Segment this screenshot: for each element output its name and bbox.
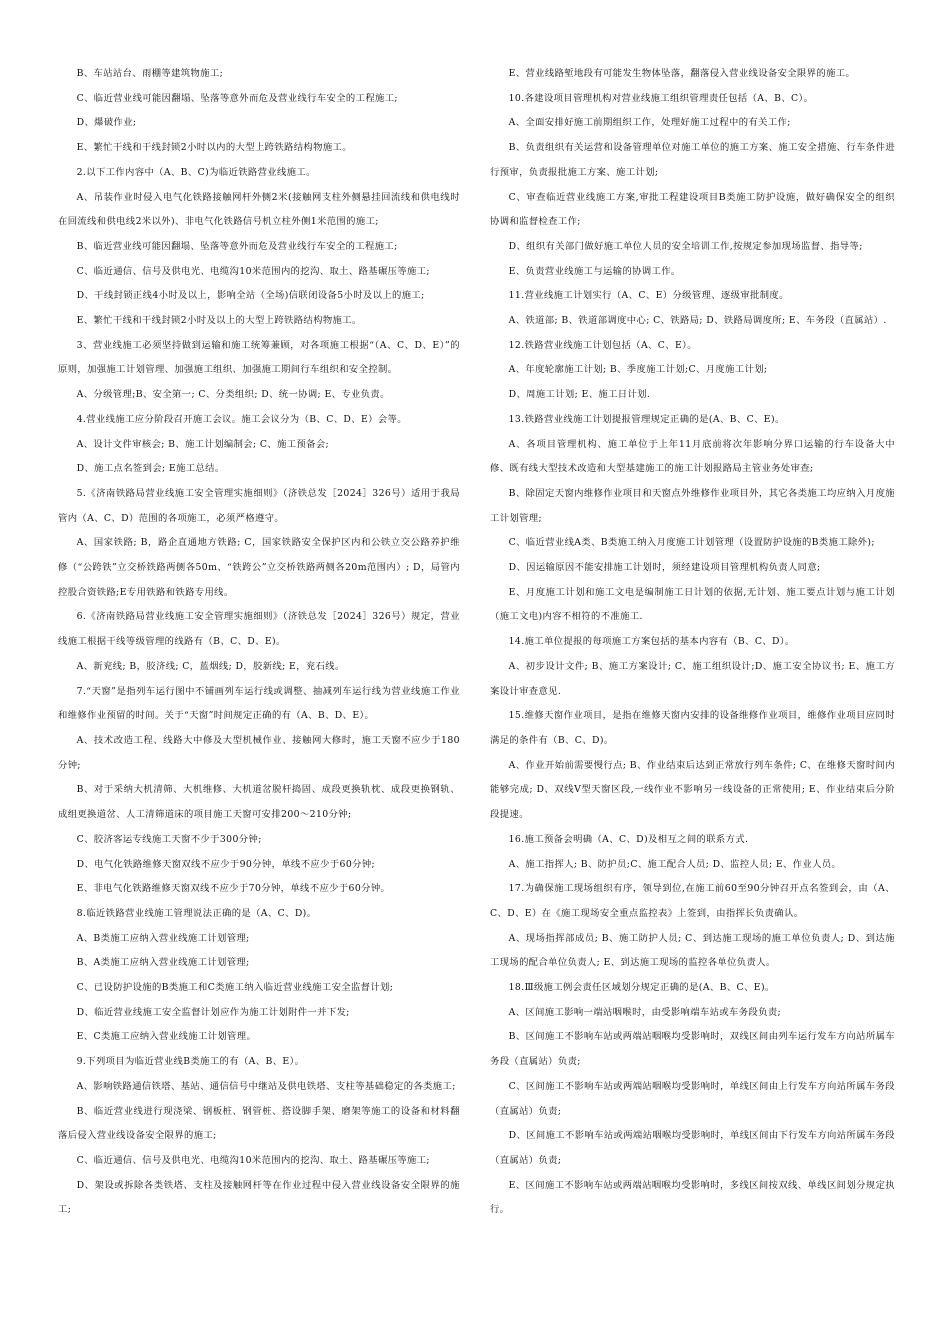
paragraph: 10.各建设项目管理机构对营业线施工组织管理责任包括（A、B、C）。	[508, 92, 814, 104]
paragraph: C、临近通信、信号及供电光、电缆沟10米范围内的挖沟、取土、路基碾压等施工;	[76, 265, 430, 277]
paragraph: A、新兖线; B，胶济线; C，蓝烟线; D，胶新线; E，兖石线。	[76, 660, 345, 672]
paragraph: 8.临近铁路营业线施工管理说法正确的是（A、C、D)。	[76, 907, 317, 919]
paragraph: 14.施工单位提报的每项施工方案包括的基本内容有（B、C、D）。	[508, 636, 795, 648]
paragraph: D、施工点名签到会; E施工总结。	[76, 463, 225, 475]
paragraph: B、临近营业线可能因翻塌、坠落等意外而危及营业线行车安全的工程施工;	[76, 240, 398, 252]
paragraph: E、繁忙干线和干线封锁2小时以内的大型上跨铁路结构物施工。	[76, 142, 352, 154]
paragraph: 3、营业线施工必须坚持做到运输和施工统筹兼顾，对各项施工根据“（A、C、D、E）”的原则，加强施工计划管理、加强施工组织、加强施工期间行车组织和安全控制。	[58, 339, 460, 376]
paragraph: E、非电气化铁路维修天窗双线不应少于70分钟，单线不应少于60分钟。	[76, 883, 391, 895]
paragraph: 15.维修天窗作业项目，是指在维修天窗内安排的设备维修作业项目，维修作业项目应同时满足的条件有（B、C、D)。	[490, 710, 895, 746]
paragraph: B、临近营业线进行现浇梁、钢板桩、钢管桩、搭设脚手架、磨架等施工的设备和材料翻落后侵入营业线设备安全限界的施工;	[58, 1105, 460, 1142]
paragraph: A、施工指挥人; B、防护员;C、施工配合人员; D、监控人员; E、作业人员。	[508, 858, 842, 870]
paragraph: D、电气化铁路维修天窗双线不应少于90分钟，单线不应少于60分钟;	[76, 858, 376, 870]
paragraph: B、除固定天窗内维修作业项目和天窗点外维修作业项目外，其它各类施工均应纳入月度施工计划管理;	[490, 487, 895, 524]
paragraph: A、区间施工影响一端站咽喉时，由受影响端车站或车务段负责;	[508, 1006, 782, 1018]
paragraph: A、各项目管理机构、施工单位于上年11月底前将次年影响分界口运输的行车设备大中修、既有线大型技术改造和大型基建施工的施工计划报路局主管业务处审查;	[490, 438, 895, 475]
paragraph: B、区间施工不影响车站或两端站咽喉均受影响时，双线区间由列车运行发车方向站所属车务段（直属站）负责;	[490, 1031, 895, 1068]
paragraph: 11.营业线施工计划实行（A、C、E）分级管理、逐级审批制度。	[508, 290, 789, 302]
paragraph: A、铁道部; B、铁道部调度中心; C、铁路局; D、铁路局调度所; E、车务段（直属站）.	[508, 315, 887, 327]
paragraph: C、临近营业线可能因翻塌、坠落等意外而危及营业线行车安全的工程施工;	[76, 92, 398, 104]
paragraph: B、负责组织有关运营和设备管理单位对施工单位的施工方案、施工安全措施、行车条件进行预审，负责报批施工方案、施工计划;	[490, 142, 895, 178]
paragraph: A、吊装作业时侵入电气化铁路接触网杆外侧2米(接触网支柱外侧悬挂回流线和供电线时在回流线和供电线2米以外)、非电气化铁路信号机立柱外侧1米范围的施工;	[58, 191, 460, 228]
right-column	[490, 62, 895, 1223]
paragraph: 2.以下工作内容中（A、B、C)为临近铁路营业线施工。	[76, 166, 316, 178]
paragraph: E、负责营业线施工与运输的协调工作。	[508, 265, 681, 277]
paragraph: D、区间施工不影响车站或两端站咽喉均受影响时，单线区间由下行发车方向站所属车务段（直属站）负责;	[490, 1130, 895, 1166]
paragraph: A、设计文件审核会; B、施工计划编制会; C、施工预备会;	[76, 438, 330, 450]
paragraph: C、临近营业线A类、B类施工纳入月度施工计划管理（设置防护设施的B类施工除外);	[508, 537, 875, 549]
paragraph: D、周施工计划; E、施工日计划.	[508, 389, 651, 401]
paragraph: 4.营业线施工应分阶段召开施工会议。施工会议分为（B、C、D、E）会等。	[76, 413, 407, 425]
paragraph: B、A类施工应纳入营业线施工计划管理;	[76, 957, 250, 969]
paragraph: 5.《济南铁路局营业线施工安全管理实施细则》（济铁总发［2024］326号）适用于我局管内（A、C、D）范围的各项施工，必须严格遵守。	[58, 487, 460, 524]
paragraph: A、现场指挥部成员; B、施工防护人员; C、到达施工现场的施工单位负责人; D、到达施工现场的配合单位负责人; E、到达施工现场的监控各单位负责人。	[490, 932, 895, 969]
paragraph: A、B类施工应纳入营业线施工计划管理;	[76, 932, 250, 944]
paragraph: C、临近通信、信号及供电光、电缆沟10米范围内的挖沟、取土、路基碾压等施工;	[76, 1154, 430, 1166]
paragraph: D、组织有关部门做好施工单位人员的安全培训工作,按规定参加现场监督、指导等;	[508, 240, 863, 252]
paragraph: 12.铁路营业线施工计划包括（A、C、E）。	[508, 339, 697, 351]
paragraph: C、已设防护设施的B类施工和C类施工纳入临近营业线施工安全监督计划;	[76, 982, 394, 994]
paragraph: 16.施工预备会明确（A、C、D)及相互之间的联系方式.	[508, 833, 749, 845]
paragraph: A、影响铁路通信铁塔、基站、通信信号中继站及供电铁塔、支柱等基础稳定的各类施工;	[76, 1080, 456, 1092]
paragraph: E、营业线路堑地段有可能发生物体坠落，翻落侵入营业线设备安全限界的施工。	[508, 68, 856, 79]
paragraph: D、干线封锁正线4小时及以上，影响全站（全场)信联闭设备5小时及以上的施工;	[76, 290, 425, 302]
paragraph: E、繁忙干线和干线封锁2小时及以上的大型上跨铁路结构物施工。	[76, 315, 362, 327]
paragraph: C、审查临近营业线施工方案,审批工程建设项目B类施工防护设施，做好确保安全的组织协调和监督检查工作;	[490, 191, 895, 228]
paragraph: D、爆破作业;	[76, 117, 137, 129]
paragraph: E、月度施工计划和施工文电是编制施工日计划的依据,无计划、施工要点计划与施工计划（施工文电)内容不相符的不准施工.	[490, 586, 895, 623]
paragraph: 9.下列项目为临近营业线B类施工的有（A、B、E）。	[76, 1056, 305, 1068]
paragraph: 7.“天窗”是指列车运行图中不铺画列车运行线或调整、抽减列车运行线为营业线施工作业和维修作业预留的时间。关于“天窗”时间规定正确的有（A、B、D、E）。	[58, 685, 460, 722]
paragraph: D、临近营业线施工安全监督计划应作为施工计划附件一并下发;	[76, 1006, 350, 1018]
paragraph: D、架设或拆除各类铁塔、支柱及接触网杆等在作业过程中侵入营业线设备安全限界的施工;	[58, 1179, 460, 1216]
left-column	[58, 62, 460, 1223]
paragraph: 17.为确保施工现场组织有序，领导到位,在施工前60至90分钟召开点名签到会，由（A、C、D、E）在《施工现场安全重点监控表》上签到，由指挥长负责确认。	[490, 883, 895, 919]
paragraph: D、因运输原因不能安排施工计划时，须经建设项目管理机构负责人同意;	[508, 562, 821, 574]
paragraph: B、对于采纳大机清筛、大机维修、大机道岔脱杆捣固、成段更换轨枕、成段更换钢轨、成组更换道岔、人工清筛道床的项目施工天窗可安排200～210分钟;	[58, 784, 460, 821]
paragraph: E、区间施工不影响车站或两端站咽喉均受影响时，多线区间按双线、单线区间划分规定执行。	[490, 1179, 895, 1216]
paragraph: A、分级管理;B、安全第一; C、分类组织; D、统一协调; E、专业负责。	[76, 389, 390, 401]
paragraph: A、全面安排好施工前期组织工作，处理好施工过程中的有关工作;	[508, 117, 791, 129]
paragraph: 18.Ⅲ级施工例会责任区域划分规定正确的是(A、B、C、E)。	[508, 982, 775, 994]
paragraph: A、作业开始前需要慢行点; B、作业结束后达到正常放行列车条件; C、在维修天窗时间内能够完成; D、双线V型天窗区段,一线作业不影响另一线设备的正常使用; E、作业结束后分阶段提速。	[490, 759, 895, 821]
paragraph: A、国家铁路; B，路企直通地方铁路; C，国家铁路安全保护区内和公铁立交公路养护维修（“公跨铁”立交桥铁路两侧各50m、“铁跨公”立交桥铁路两侧各20m范围内）; D，局管内控股合资铁路;E专用铁路和铁路专用线。	[58, 537, 460, 598]
paragraph: A、年度轮廓施工计划; B、季度施工计划;C、月度施工计划;	[508, 364, 768, 376]
paragraph: B、车站站台、雨棚等建筑物施工;	[76, 68, 224, 79]
paragraph: 13.铁路营业线施工计划提报管理规定正确的是(A、B、C、E)。	[508, 413, 785, 425]
paragraph: A、技术改造工程、线路大中修及大型机械作业、接触网大修时，施工天窗不应少于180分钟;	[58, 734, 460, 771]
paragraph: A、初步设计文件; B、施工方案设计; C、施工组织设计;D、施工安全协议书; E、施工方案设计审查意见.	[490, 660, 895, 697]
paragraph: C、胶济客运专线施工天窗不少于300分钟;	[76, 833, 262, 845]
paragraph: 6.《济南铁路局营业线施工安全管理实施细则》（济铁总发［2024］326号）规定，营业线施工根据干线等级管理的线路有（B、C、D、E)。	[58, 611, 460, 648]
paragraph: C、区间施工不影响车站或两端站咽喉均受影响时，单线区间由上行发车方向站所属车务段（直属站）负责;	[490, 1080, 895, 1117]
paragraph: E、C类施工应纳入营业线施工计划管理。	[76, 1031, 257, 1043]
